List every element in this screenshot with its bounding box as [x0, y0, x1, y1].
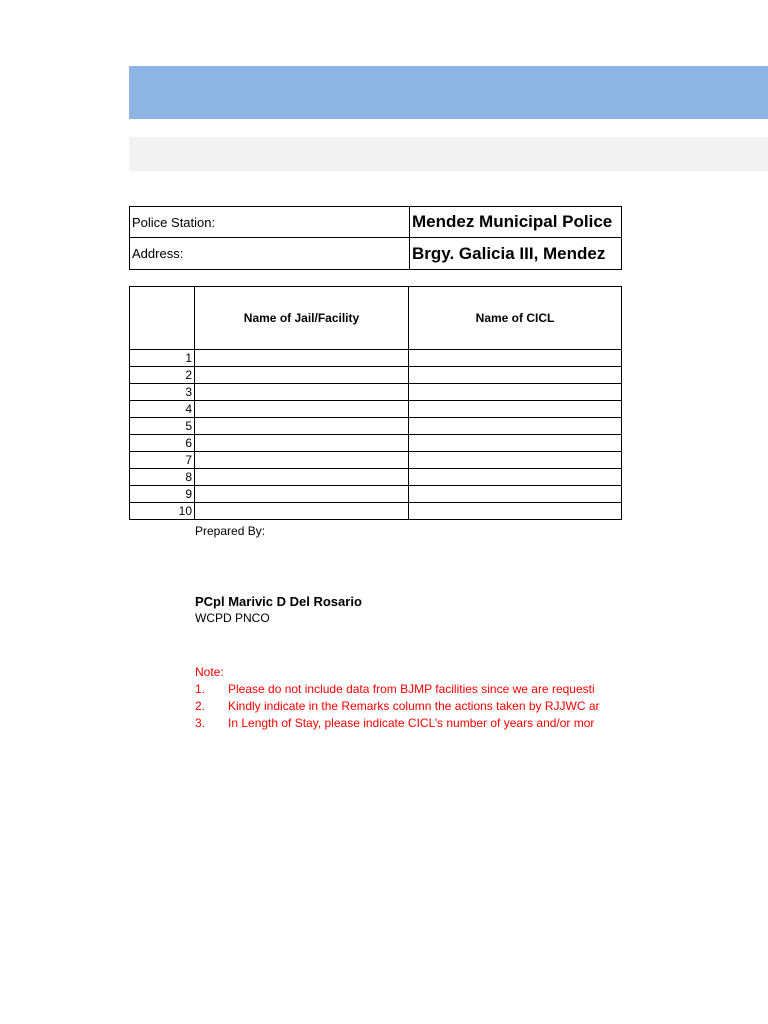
facility-cell[interactable] — [195, 452, 409, 469]
address-label: Address: — [130, 238, 410, 270]
note-item — [195, 681, 622, 698]
note-text: Kindly indicate in the Remarks column the actions taken by RJJWC ar — [228, 699, 600, 713]
header-cicl: Name of CICL — [409, 287, 622, 350]
signer-name: PCpl Marivic D Del Rosario — [195, 594, 362, 609]
cicl-cell[interactable] — [409, 486, 622, 503]
table-header-row — [130, 287, 622, 350]
table-row — [130, 469, 622, 486]
facility-cell[interactable] — [195, 435, 409, 452]
note-number: 1. — [195, 682, 206, 696]
note-item — [195, 698, 622, 715]
table-row — [130, 401, 622, 418]
facility-cell[interactable] — [195, 486, 409, 503]
facility-cell[interactable] — [195, 418, 409, 435]
signer-title: WCPD PNCO — [195, 611, 270, 625]
subheader-band — [129, 137, 768, 171]
row-number: 1 — [130, 350, 195, 367]
cicl-cell[interactable] — [409, 401, 622, 418]
facility-cell[interactable] — [195, 367, 409, 384]
table-row — [130, 418, 622, 435]
address-row — [130, 238, 622, 270]
header-facility: Name of Jail/Facility — [195, 287, 409, 350]
table-row — [130, 435, 622, 452]
notes-section — [195, 664, 622, 732]
note-text: In Length of Stay, please indicate CICL’s number of years and/or mor — [228, 716, 595, 730]
prepared-by-label: Prepared By: — [195, 524, 266, 538]
cicl-cell[interactable] — [409, 469, 622, 486]
station-row — [130, 207, 622, 238]
facility-cell[interactable] — [195, 401, 409, 418]
note-number: 3. — [195, 716, 206, 730]
table-row — [130, 503, 622, 520]
row-number: 10 — [130, 503, 195, 520]
row-number: 4 — [130, 401, 195, 418]
note-number: 2. — [195, 699, 206, 713]
table-row — [130, 486, 622, 503]
cicl-cell[interactable] — [409, 418, 622, 435]
header-banner — [129, 66, 768, 119]
notes-title: Note: — [195, 665, 224, 679]
cicl-cell[interactable] — [409, 452, 622, 469]
row-number: 5 — [130, 418, 195, 435]
row-number: 6 — [130, 435, 195, 452]
header-no — [130, 287, 195, 350]
row-number: 9 — [130, 486, 195, 503]
station-value[interactable]: Mendez Municipal Police — [410, 207, 622, 238]
table-row — [130, 452, 622, 469]
facility-cell[interactable] — [195, 350, 409, 367]
row-number: 8 — [130, 469, 195, 486]
note-text: Please do not include data from BJMP facilities since we are requesti — [228, 682, 595, 696]
cicl-cell[interactable] — [409, 367, 622, 384]
row-number: 3 — [130, 384, 195, 401]
table-row — [130, 350, 622, 367]
table-row — [130, 384, 622, 401]
cicl-cell[interactable] — [409, 350, 622, 367]
address-value[interactable]: Brgy. Galicia III, Mendez — [410, 238, 622, 270]
facility-cell[interactable] — [195, 384, 409, 401]
cicl-cell[interactable] — [409, 384, 622, 401]
facility-cell[interactable] — [195, 469, 409, 486]
table-row — [130, 367, 622, 384]
cicl-cell[interactable] — [409, 503, 622, 520]
cicl-table — [129, 286, 622, 520]
row-number: 7 — [130, 452, 195, 469]
note-item — [195, 715, 622, 732]
station-label: Police Station: — [130, 207, 410, 238]
row-number: 2 — [130, 367, 195, 384]
station-info-table — [129, 206, 622, 270]
facility-cell[interactable] — [195, 503, 409, 520]
cicl-cell[interactable] — [409, 435, 622, 452]
